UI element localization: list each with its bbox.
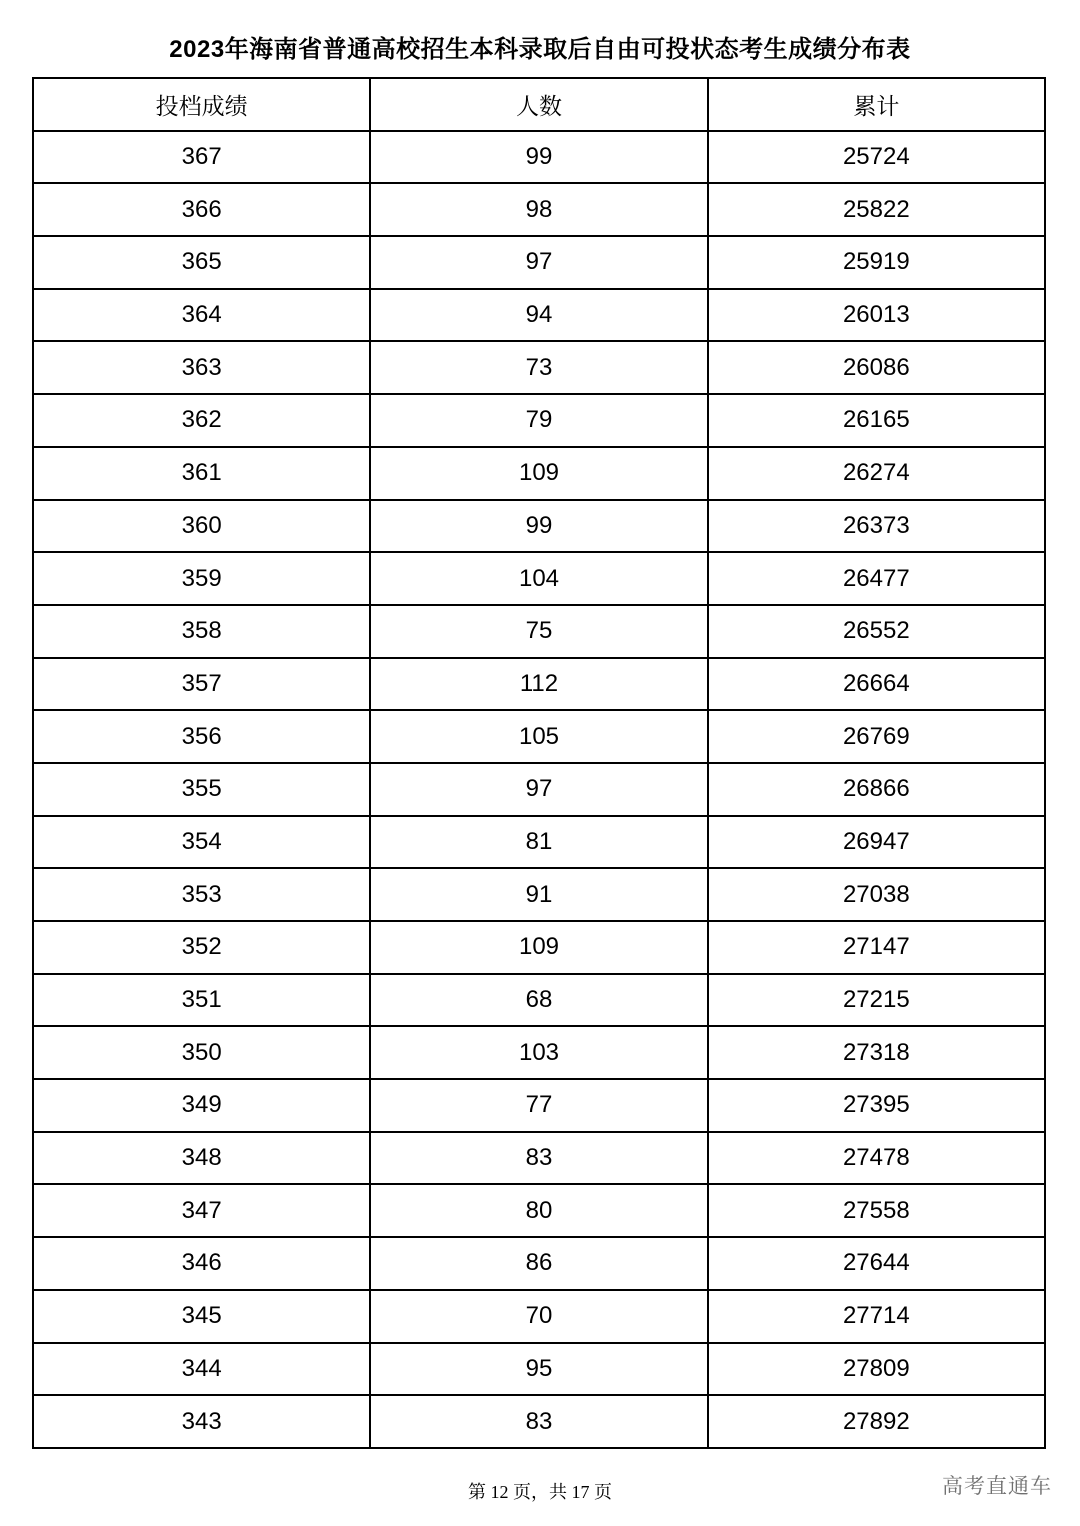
cell-cumulative: 26165: [708, 394, 1045, 447]
table-row: [33, 500, 1045, 553]
cell-score: 363: [33, 341, 370, 394]
table-row: [33, 183, 1045, 236]
cell-cumulative: 25724: [708, 131, 1045, 184]
cell-count: 112: [370, 658, 707, 711]
cell-score: 360: [33, 500, 370, 553]
cell-cumulative: 25822: [708, 183, 1045, 236]
cell-cumulative: 27809: [708, 1343, 1045, 1396]
cell-count: 86: [370, 1237, 707, 1290]
cell-count: 98: [370, 183, 707, 236]
table-row: [33, 1184, 1045, 1237]
cell-cumulative: 27038: [708, 868, 1045, 921]
cell-cumulative: 26013: [708, 289, 1045, 342]
cell-count: 75: [370, 605, 707, 658]
cell-cumulative: 27714: [708, 1290, 1045, 1343]
cell-score: 366: [33, 183, 370, 236]
cell-count: 97: [370, 236, 707, 289]
column-header-count: 人数: [370, 78, 707, 131]
table-row: [33, 763, 1045, 816]
table-row: [33, 1237, 1045, 1290]
cell-score: 356: [33, 710, 370, 763]
cell-score: 354: [33, 816, 370, 869]
column-header-cumulative: 累计: [708, 78, 1045, 131]
cell-score: 346: [33, 1237, 370, 1290]
table-row: [33, 552, 1045, 605]
table-row: [33, 1290, 1045, 1343]
table-body: [33, 131, 1045, 1448]
cell-cumulative: 26664: [708, 658, 1045, 711]
document-title: 2023年海南省普通高校招生本科录取后自由可投状态考生成绩分布表: [169, 36, 911, 63]
cell-score: 355: [33, 763, 370, 816]
cell-cumulative: 27644: [708, 1237, 1045, 1290]
cell-cumulative: 27478: [708, 1132, 1045, 1185]
cell-count: 94: [370, 289, 707, 342]
cell-cumulative: 26552: [708, 605, 1045, 658]
cell-score: 344: [33, 1343, 370, 1396]
cell-count: 99: [370, 131, 707, 184]
cell-score: 352: [33, 921, 370, 974]
table-row: [33, 1132, 1045, 1185]
cell-count: 105: [370, 710, 707, 763]
table-row: [33, 710, 1045, 763]
cell-count: 99: [370, 500, 707, 553]
table-row: [33, 1079, 1045, 1132]
cell-count: 104: [370, 552, 707, 605]
cell-count: 95: [370, 1343, 707, 1396]
cell-count: 73: [370, 341, 707, 394]
table-row: [33, 921, 1045, 974]
cell-score: 343: [33, 1395, 370, 1448]
cell-score: 353: [33, 868, 370, 921]
watermark-text: 高考直通车: [942, 1475, 1052, 1498]
column-header-score: 投档成绩: [33, 78, 370, 131]
table-row: [33, 1343, 1045, 1396]
cell-count: 80: [370, 1184, 707, 1237]
cell-cumulative: 27558: [708, 1184, 1045, 1237]
table-row: [33, 447, 1045, 500]
cell-count: 81: [370, 816, 707, 869]
table-row: [33, 341, 1045, 394]
cell-count: 68: [370, 974, 707, 1027]
cell-score: 357: [33, 658, 370, 711]
cell-cumulative: 27318: [708, 1026, 1045, 1079]
cell-score: 365: [33, 236, 370, 289]
cell-score: 345: [33, 1290, 370, 1343]
cell-count: 70: [370, 1290, 707, 1343]
score-distribution-table: [32, 77, 1046, 1449]
cell-cumulative: 25919: [708, 236, 1045, 289]
table-row: [33, 658, 1045, 711]
table-row: [33, 236, 1045, 289]
cell-count: 103: [370, 1026, 707, 1079]
cell-cumulative: 26866: [708, 763, 1045, 816]
cell-cumulative: 27147: [708, 921, 1045, 974]
cell-score: 348: [33, 1132, 370, 1185]
table-row: [33, 289, 1045, 342]
cell-score: 367: [33, 131, 370, 184]
cell-score: 351: [33, 974, 370, 1027]
cell-count: 109: [370, 921, 707, 974]
cell-score: 350: [33, 1026, 370, 1079]
cell-cumulative: 26274: [708, 447, 1045, 500]
table-row: [33, 605, 1045, 658]
cell-cumulative: 26769: [708, 710, 1045, 763]
table-row: [33, 1026, 1045, 1079]
cell-cumulative: 26947: [708, 816, 1045, 869]
cell-count: 91: [370, 868, 707, 921]
cell-count: 79: [370, 394, 707, 447]
cell-count: 109: [370, 447, 707, 500]
cell-cumulative: 26086: [708, 341, 1045, 394]
cell-cumulative: 27892: [708, 1395, 1045, 1448]
cell-cumulative: 26373: [708, 500, 1045, 553]
cell-score: 349: [33, 1079, 370, 1132]
table-row: [33, 394, 1045, 447]
cell-score: 362: [33, 394, 370, 447]
table-row: [33, 1395, 1045, 1448]
cell-count: 83: [370, 1132, 707, 1185]
cell-score: 347: [33, 1184, 370, 1237]
cell-cumulative: 27215: [708, 974, 1045, 1027]
table-header-row: [33, 78, 1045, 131]
cell-score: 359: [33, 552, 370, 605]
cell-score: 358: [33, 605, 370, 658]
cell-cumulative: 27395: [708, 1079, 1045, 1132]
cell-count: 77: [370, 1079, 707, 1132]
cell-count: 97: [370, 763, 707, 816]
cell-score: 364: [33, 289, 370, 342]
table-row: [33, 816, 1045, 869]
cell-score: 361: [33, 447, 370, 500]
page-number: 第 12 页，共 17 页: [468, 1482, 612, 1502]
table-row: [33, 131, 1045, 184]
table-row: [33, 974, 1045, 1027]
cell-cumulative: 26477: [708, 552, 1045, 605]
table-row: [33, 868, 1045, 921]
cell-count: 83: [370, 1395, 707, 1448]
